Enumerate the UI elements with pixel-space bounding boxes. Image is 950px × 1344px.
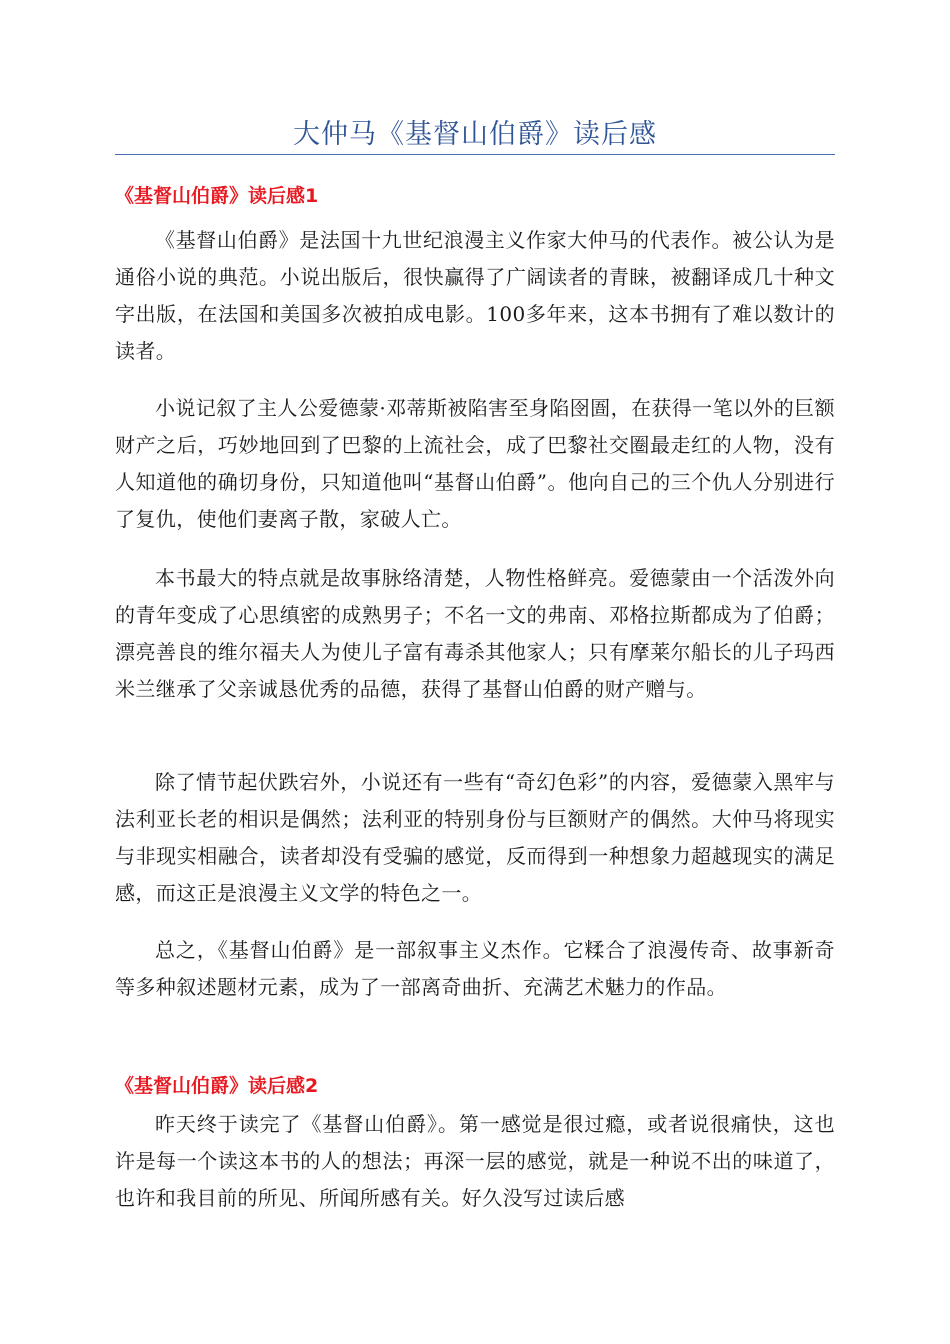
document-title: 大仲马《基督山伯爵》读后感 [293, 119, 657, 150]
paragraph: 昨天终于读完了《基督山伯爵》。第一感觉是很过瘾，或者说很痛快，这也许是每一个读这本书的人的想法；再深一层的感觉，就是一种说不出的味道了，也许和我目前的所见、所闻所感有关。好久没写过读后感 [115, 1112, 835, 1210]
paragraph: 除了情节起伏跌宕外，小说还有一些有“奇幻色彩”的内容，爱德蒙入黑牢与法利亚长老的相识是偶然；法利亚的特别身份与巨额财产的偶然。大仲马将现实与非现实相融合，读者却没有受骗的感觉，反而得到一种想象力超越现实的满足感，而这正是浪漫主义文学的特色之一。 [115, 770, 835, 905]
paragraph: 小说记叙了主人公爱德蒙·邓蒂斯被陷害至身陷囹圄，在获得一笔以外的巨额财产之后，巧妙地回到了巴黎的上流社会，成了巴黎社交圈最走红的人物，没有人知道他的确切身份，只知道他叫“基督山伯爵”。他向自己的三个仇人分别进行了复仇，使他们妻离子散，家破人亡。 [115, 396, 835, 531]
section-heading-1: 《基督山伯爵》读后感1 [115, 185, 319, 207]
title-underline [115, 154, 835, 155]
paragraph: 总之，《基督山伯爵》是一部叙事主义杰作。它糅合了浪漫传奇、故事新奇等多种叙述题材元素，成为了一部离奇曲折、充满艺术魅力的作品。 [115, 938, 835, 999]
paragraph: 《基督山伯爵》是法国十九世纪浪漫主义作家大仲马的代表作。被公认为是通俗小说的典范。小说出版后，很快赢得了广阔读者的青睐，被翻译成几十种文字出版，在法国和美国多次被拍成电影。100多年来，这本书拥有了难以数计的读者。 [115, 228, 835, 363]
paragraph: 本书最大的特点就是故事脉络清楚，人物性格鲜亮。爱德蒙由一个活泼外向的青年变成了心思缜密的成熟男子；不名一文的弗南、邓格拉斯都成为了伯爵；漂亮善良的维尔福夫人为使儿子富有毒杀其他家人；只有摩莱尔船长的儿子玛西米兰继承了父亲诚恳优秀的品德，获得了基督山伯爵的财产赠与。 [115, 566, 835, 701]
section-heading-2: 《基督山伯爵》读后感2 [115, 1075, 319, 1097]
